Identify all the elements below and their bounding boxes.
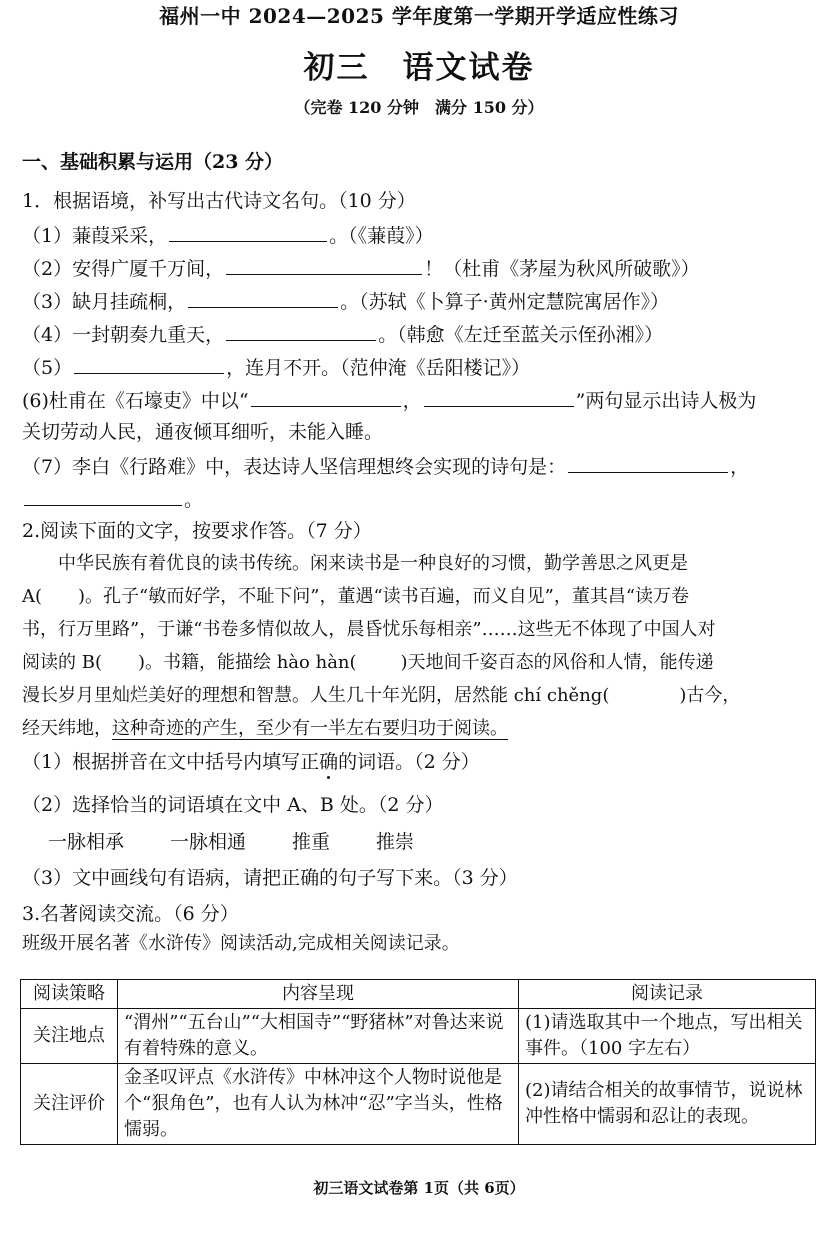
q1-item-4 [22, 321, 663, 347]
exam-title: 初三 语文试卷 [303, 50, 535, 86]
table-header: 阅读策略 [21, 980, 118, 1009]
item-text-before: 杜甫在《石壕吏》中以“ [48, 390, 249, 412]
item-comma: ， [730, 456, 750, 478]
passage-line-2: A( )。孔子“敏而好学，不耻下问”，董遇“读书百遍，而义自见”，董其昌“读万卷 [22, 586, 690, 607]
item-text-after: ！（杜甫《茅屋为秋风所破歌》） [424, 258, 700, 280]
q3-intro: 班级开展名著《水浒传》阅读活动,完成相关阅读记录。 [22, 933, 460, 954]
strategy-cell: 关注地点 [21, 1009, 118, 1064]
record-cell[interactable]: (2)请结合相关的故事情节，说说林冲性格中懦弱和忍让的表现。 [519, 1064, 816, 1145]
answer-blank[interactable] [424, 387, 574, 407]
word-option[interactable]: 推崇 [376, 831, 415, 853]
answer-blank[interactable] [226, 255, 422, 275]
q1-item-6 [22, 387, 756, 413]
q1-item-7 [22, 453, 749, 479]
answer-blank[interactable] [188, 288, 338, 308]
q1-item-5 [22, 354, 530, 380]
passage-text: )天地间千姿百态的风俗和人情，能传递 [400, 652, 714, 673]
q2-sub-2: （2）选择恰当的词语填在文中 A、B 处。（2 分） [22, 794, 444, 816]
passage-text: 阅读的 B( )。书籍，能描绘 hào hàn( [22, 652, 357, 673]
answer-blank[interactable] [169, 222, 327, 242]
item-text-after: 。（苏轼《卜算子·黄州定慧院寓居作》） [340, 291, 670, 313]
content-cell: “渭州”“五台山”“大相国寺”“野猪林”对鲁达来说有着特殊的意义。 [118, 1009, 519, 1064]
content-cell: 金圣叹评点《水浒传》中林冲这个人物时说他是个“狠角色”，也有人认为林冲“忍”字当头，性格懦弱。 [118, 1064, 519, 1145]
word-option[interactable]: 推重 [292, 831, 331, 853]
page-footer: 初三语文试卷第 1页（共 6页） [313, 1179, 525, 1197]
passage-line-4 [22, 651, 714, 675]
q2-stem: 2.阅读下面的文字，按要求作答。（7 分） [22, 520, 372, 542]
reading-record-table [20, 979, 816, 1145]
passage-line-1: 中华民族有着优良的读书传统。闲来读书是一种良好的习惯，勤学善思之风更是 [58, 553, 688, 574]
q3-stem: 3.名著阅读交流。（6 分） [22, 903, 239, 925]
item-num: （3） [22, 291, 73, 313]
sub-question-text: 的词语。（2 分） [338, 751, 480, 773]
answer-blank[interactable] [74, 354, 224, 374]
item-text: 李白《行路难》中，表达诗人坚信理想终会实现的诗句是： [72, 456, 567, 478]
q1-item-2 [22, 255, 700, 281]
q1-stem: 1．根据语境，补写出古代诗文名句。（10 分） [22, 190, 416, 212]
item-text-before: 蒹葭采采， [72, 225, 168, 247]
answer-blank[interactable] [226, 321, 376, 341]
table-row [21, 1009, 816, 1064]
answer-blank[interactable] [251, 387, 401, 407]
table-header: 内容呈现 [118, 980, 519, 1009]
passage-line-5 [22, 684, 740, 708]
item-text-after: ”两句显示出诗人极为 [575, 390, 757, 412]
item-text-before: 安得广厦千万间， [72, 258, 225, 280]
item-text-after: 。（韩愈《左迁至蓝关示侄孙湘》） [378, 324, 664, 346]
item-text-before: 缺月挂疏桐， [72, 291, 187, 313]
item-num: （1） [22, 225, 73, 247]
q2-sub-1 [22, 750, 480, 774]
answer-blank[interactable] [568, 453, 728, 473]
record-cell[interactable]: (1)请选取其中一个地点，写出相关事件。（100 字左右） [519, 1009, 816, 1064]
word-options [48, 830, 460, 854]
item-num: （2） [22, 258, 73, 280]
underlined-sentence: 这种奇迹的产生，至少有一半左右要归功于阅读。 [112, 718, 508, 739]
table-header-row [21, 980, 816, 1009]
q1-item-7-continued [22, 486, 203, 512]
item-text-middle: ， [402, 390, 422, 412]
exam-subtitle: （完卷 120 分钟 满分 150 分） [294, 98, 544, 117]
answer-blank[interactable] [24, 486, 182, 506]
item-num: （5） [22, 357, 73, 379]
q2-sub-3: （3）文中画线句有语病，请把正确的句子写下来。（3 分） [22, 867, 518, 889]
word-option[interactable]: 一脉相承 [48, 831, 125, 853]
school-header: 福州一中 2024—2025 学年度第一学期开学适应性练习 [159, 4, 679, 28]
item-text-after: ，连月不开。（范仲淹《岳阳楼记》） [226, 357, 531, 379]
q1-item-6-continued: 关切劳动人民，通夜倾耳细听，未能入睡。 [22, 421, 384, 443]
item-text-before: 一封朝奏九重天， [72, 324, 225, 346]
section-heading: 一、基础积累与运用（23 分） [22, 151, 284, 173]
passage-line-3: 书，行万里路”，于谦“书卷多情似故人，晨昏忧乐每相亲”……这些无不体现了中国人对 [22, 619, 716, 640]
q1-item-3 [22, 288, 669, 314]
passage-text: 经天纬地， [22, 718, 112, 739]
passage-text: 漫长岁月里灿烂美好的理想和智慧。人生几十年光阴，居然能 chí chěng( [22, 685, 610, 706]
passage-text: )古今， [679, 685, 741, 706]
strategy-cell: 关注评价 [21, 1064, 118, 1145]
passage-line-6 [22, 717, 508, 741]
q1-item-1 [22, 222, 434, 248]
table-header: 阅读记录 [519, 980, 816, 1009]
sub-question-text: （1）根据拼音在文中括号内填写正 [22, 751, 320, 773]
item-num: （7） [22, 456, 73, 478]
emphasis-dot-char: 确 [319, 751, 339, 773]
item-num: (6) [22, 390, 49, 412]
item-end: 。 [184, 489, 204, 511]
word-option[interactable]: 一脉相通 [170, 831, 247, 853]
item-text-after: 。（《蒹葭》） [329, 225, 434, 247]
table-row [21, 1064, 816, 1145]
item-num: （4） [22, 324, 73, 346]
